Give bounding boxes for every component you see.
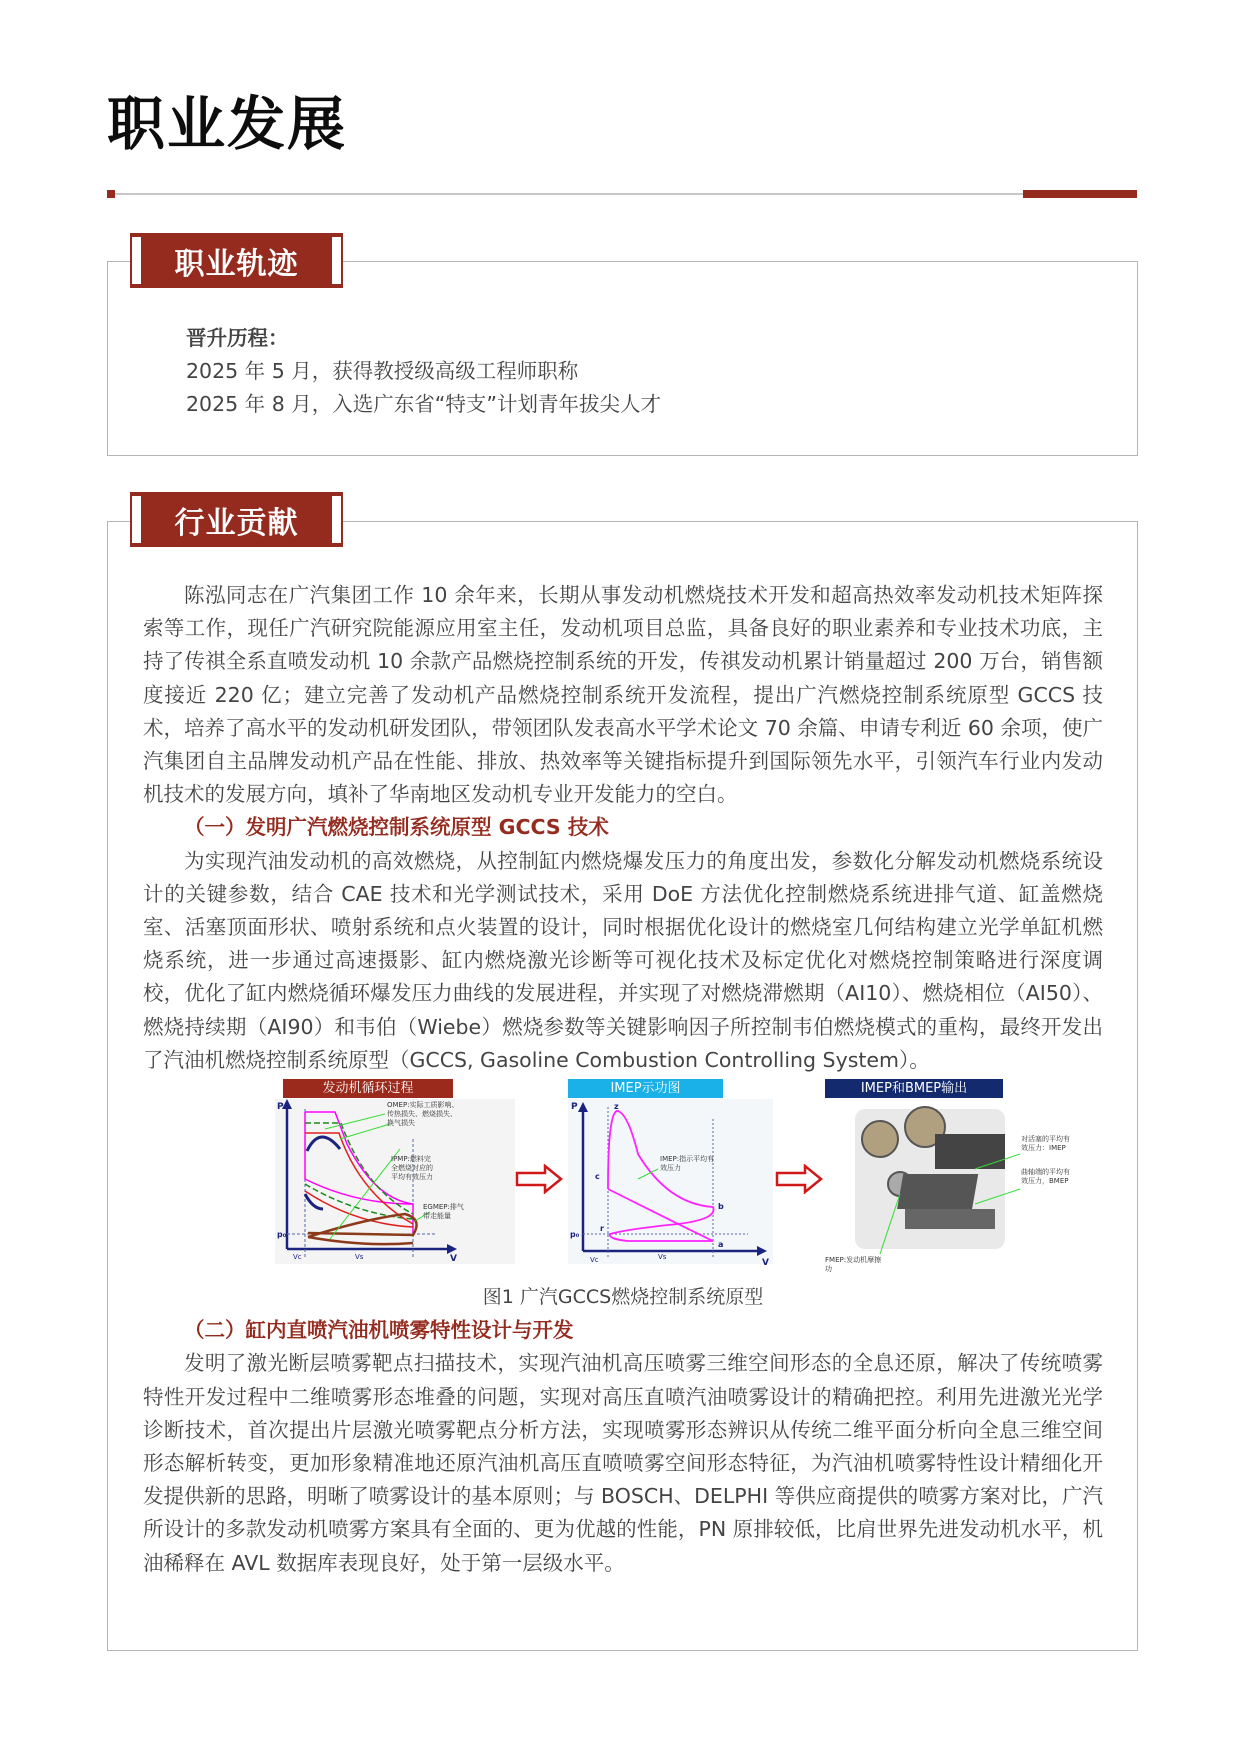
divider-line	[107, 193, 1137, 195]
imep-bmep-panel	[825, 1079, 1075, 1279]
ipmp-annotation: IPMP:燃料完全燃烧对应的平均有效压力	[391, 1155, 433, 1182]
page-title: 职业发展	[107, 90, 348, 158]
imep-diagram	[568, 1079, 773, 1279]
contribution-badge-label: 行业贡献	[174, 505, 299, 541]
flow-arrow-icon	[515, 1164, 563, 1194]
svg-text:c: c	[595, 1172, 600, 1182]
axis-x-label: V	[762, 1258, 769, 1269]
title-divider	[107, 190, 1137, 198]
imep-panel	[568, 1079, 773, 1279]
imep-annotation: IMEP:指示平均有效压力	[660, 1155, 715, 1173]
section-paragraph-2: 发明了激光断层喷雾靶点扫描技术，实现汽油机高压喷雾三维空间形态的全息还原，解决了传统喷雾特性开发过程中二维喷雾形态堆叠的问题，实现对高压直喷汽油喷雾设计的精确把控。利用先进激光光学诊断技术，首次提出片层激光喷雾靶点分析方法，实现喷雾形态辨识从传统二维平面分析向全息三维空间形态解析转变，更加形象精准地还原汽油机高压直喷喷雾空间形态特征，为汽油机喷雾特性设计精细化开发提供新的思路，明晰了喷雾设计的基本原则；与 BOSCH、DELPHI 等供应商提供的喷雾方案对比，广汽所设计的多款发动机喷雾方案具有全面的、更为优越的性能，PN 原排较低，比肩世界先进发动机水平，机油稀释在 AVL 数据库表现良好，处于第一层级水平。	[143, 1351, 1103, 1575]
imep-title: IMEP示功图	[568, 1079, 723, 1098]
bmep-output-annotation: 曲轴端的平均有效压力，BMEP	[1021, 1168, 1070, 1186]
axis-y-label: P	[571, 1102, 578, 1113]
promotion-subtitle: 晋升历程：	[186, 326, 289, 350]
divider-cap-right	[1023, 190, 1137, 198]
career-badge	[130, 233, 343, 288]
svg-text:b: b	[718, 1202, 724, 1212]
gccs-figure	[143, 1079, 1103, 1281]
section-heading-2: （二）缸内直喷汽油机喷雾特性设计与开发	[184, 1318, 574, 1343]
imep-output-annotation: 对活塞的平均有效压力：IMEP	[1021, 1135, 1070, 1153]
svg-text:z: z	[614, 1102, 619, 1112]
engine-cycle-panel	[275, 1079, 515, 1279]
section-heading-1: （一）发明广汽燃烧控制系统原型 GCCS 技术	[184, 815, 609, 840]
intro-paragraph: 陈泓同志在广汽集团工作 10 余年来，长期从事发动机燃烧技术开发和超高热效率发动机技术矩阵探索等工作，现任广汽研究院能源应用室主任，发动机项目总监，具备良好的职业素养和专业技术功底，主持了传祺全系直喷发动机 10 余款产品燃烧控制系统的开发，传祺发动机累计销量超过 200 万台，销售额度接近 220 亿；建立完善了发动机产品燃烧控制系统开发流程，提出广汽燃烧控制系统原型 GCCS 技术，培养了高水平的发动机研发团队，带领团队发表高水平学术论文 70 余篇、申请专利近 60 余项，使广汽集团自主品牌发动机产品在性能、排放、热效率等关键指标提升到国际领先水平，引领汽车行业内发动机技术的发展方向，填补了华南地区发动机专业开发能力的空白。	[143, 583, 1103, 807]
career-badge-label: 职业轨迹	[174, 246, 299, 282]
p0-label: p₀	[570, 1230, 580, 1240]
contribution-badge	[130, 492, 343, 547]
figure-caption: 图1 广汽GCCS燃烧控制系统原型	[482, 1286, 764, 1309]
axis-y-label: P	[277, 1102, 284, 1113]
p0-label: p₀	[277, 1230, 287, 1240]
engine-cycle-diagram	[275, 1079, 515, 1279]
axis-x-label: V	[450, 1254, 457, 1265]
svg-text:a: a	[718, 1240, 724, 1250]
svg-text:r: r	[600, 1224, 604, 1234]
section-paragraph-1: 为实现汽油发动机的高效燃烧，从控制缸内燃烧爆发压力的角度出发，参数化分解发动机燃烧系统设计的关键参数，结合 CAE 技术和光学测试技术，采用 DoE 方法优化控制燃烧系统进排气道、缸盖燃烧室、活塞顶面形状、喷射系统和点火装置的设计，同时根据优化设计的燃烧室几何结构建立光学单缸机燃烧系统，进一步通过高速摄影、缸内燃烧激光诊断等可视化技术及标定优化对燃烧控制策略进行深度调校，优化了缸内燃烧循环爆发压力曲线的发展进程，并实现了对燃烧滞燃期（AI10）、燃烧相位（AI50）、燃烧持续期（AI90）和韦伯（Wiebe）燃烧参数等关键影响因子所控制韦伯燃烧模式的重构，最终开发出了汽油机燃烧控制系统原型（GCCS, Gasoline Combustion Controlling System）。	[143, 848, 1103, 1072]
vc-label: Vc	[293, 1253, 302, 1262]
career-item: 2025 年 5 月，获得教授级高级工程师职称	[186, 359, 579, 383]
imep-bmep-title: IMEP和BMEP输出	[825, 1079, 1003, 1098]
career-section	[107, 261, 1138, 456]
engine-cycle-title: 发动机循环过程	[283, 1079, 453, 1098]
egmep-annotation: EGMEP:排气带走能量	[423, 1203, 464, 1221]
flow-arrow-icon	[775, 1164, 823, 1194]
career-item: 2025 年 8 月，入选广东省“特支”计划青年拔尖人才	[186, 392, 662, 416]
contribution-body	[143, 579, 1103, 1580]
divider-cap-left	[107, 190, 115, 198]
vs-label: Vs	[355, 1253, 364, 1262]
vs-label: Vs	[658, 1253, 667, 1262]
fmep-annotation: FMEP:发动机摩擦功	[825, 1256, 882, 1274]
vc-label: Vc	[590, 1256, 599, 1265]
omep-annotation: OMEP:实际工质影响、传热损失、燃烧损失、换气损失	[387, 1101, 459, 1128]
engine-illustration	[825, 1079, 1075, 1279]
